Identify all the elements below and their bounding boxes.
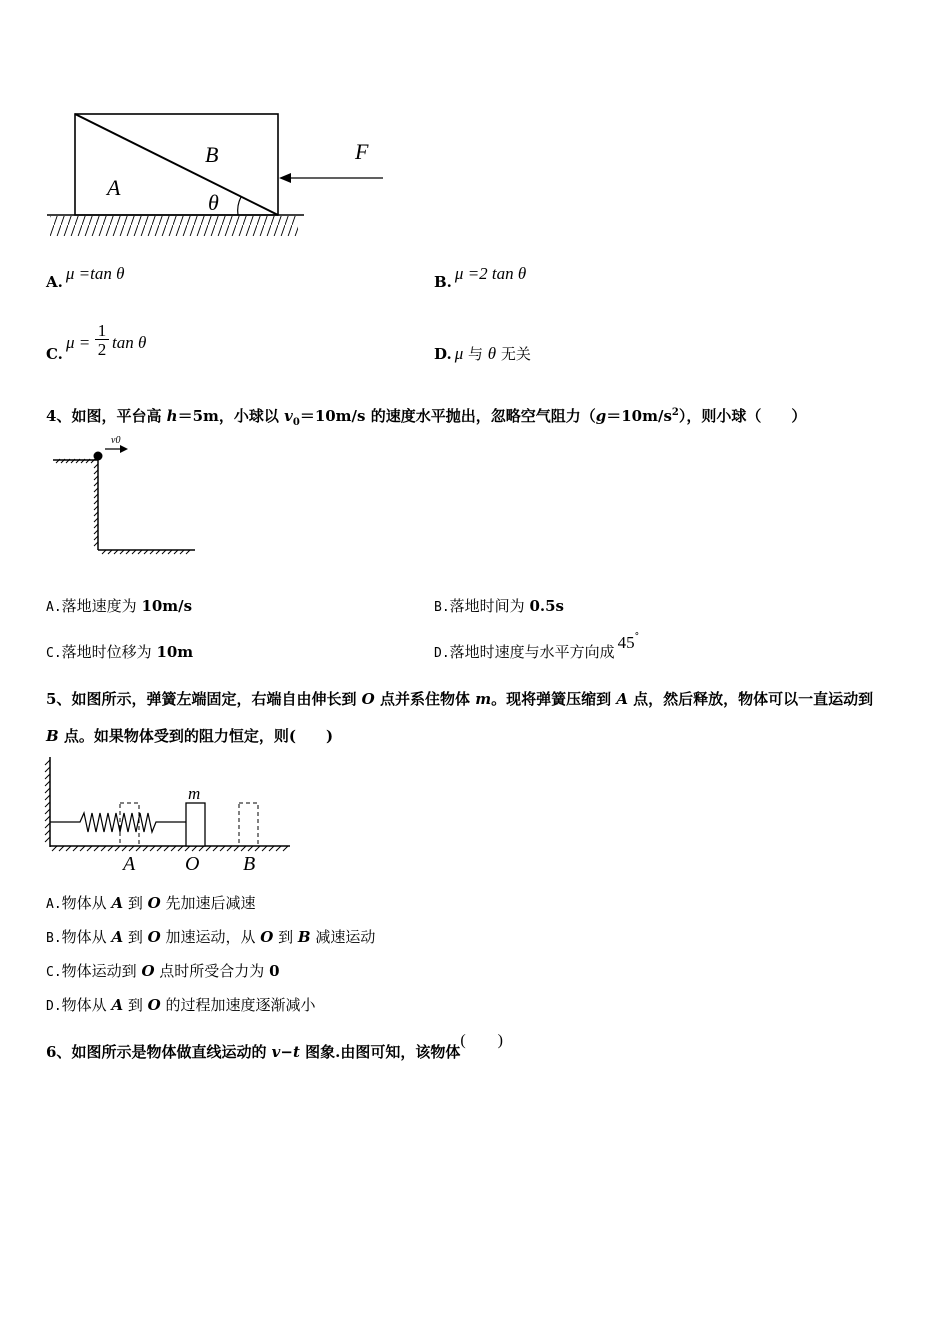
q5-stem-line2 bbox=[46, 726, 333, 746]
option-text: 到 bbox=[123, 996, 148, 1014]
figure-blocks-incline bbox=[40, 105, 400, 245]
var-a: A bbox=[616, 690, 628, 708]
var-m: m bbox=[475, 690, 492, 708]
stem-text: 图象.由图可知，该物体 bbox=[299, 1043, 461, 1061]
fraction bbox=[95, 322, 109, 359]
option-value: 0.5s bbox=[529, 597, 564, 615]
option-letter: A. bbox=[46, 600, 62, 615]
stem-text: 如图，平台高 bbox=[71, 407, 167, 425]
var-v-sub: 0 bbox=[292, 417, 300, 428]
var-o: O bbox=[147, 996, 161, 1014]
var-o: O bbox=[141, 962, 155, 980]
option-letter: D. bbox=[434, 646, 450, 661]
option-letter: C. bbox=[46, 345, 63, 363]
option-text: 的过程加速度逐渐减小 bbox=[160, 996, 316, 1014]
label-f: F bbox=[355, 139, 369, 164]
stem-text: ＝5m，小球以 bbox=[177, 407, 285, 425]
option-letter: D. bbox=[434, 345, 452, 363]
option-lhs: μ = bbox=[66, 333, 91, 352]
q5-option-d[interactable] bbox=[46, 995, 315, 1017]
q3-option-d[interactable] bbox=[434, 344, 531, 364]
option-letter: D. bbox=[46, 999, 62, 1014]
option-angle: 45 bbox=[617, 633, 635, 652]
stem-text: 点，然后释放，物体可以一直运动到 bbox=[627, 690, 874, 708]
fraction-denominator: 2 bbox=[97, 340, 107, 359]
var-a: A bbox=[111, 996, 124, 1014]
option-text: 物体运动到 bbox=[61, 962, 142, 980]
var-a: A bbox=[111, 928, 124, 946]
option-text: 落地速度为 bbox=[61, 597, 142, 615]
q4-option-d[interactable] bbox=[434, 632, 640, 665]
var-o: O bbox=[361, 690, 375, 708]
degree-sign: ° bbox=[634, 632, 640, 642]
figure-platform-projectile bbox=[50, 430, 200, 560]
stem-text: ＝10m/s 的速度水平抛出，忽略空气阻力（ bbox=[299, 407, 596, 425]
option-text: 减速运动 bbox=[310, 928, 376, 946]
squared: 2 bbox=[671, 407, 679, 418]
stem-text: 如图所示，弹簧左端固定，右端自由伸长到 bbox=[71, 690, 362, 708]
position-b-dashed bbox=[239, 803, 258, 846]
option-value: 0 bbox=[269, 962, 280, 980]
label-b: B bbox=[243, 853, 256, 875]
var-vt: v−t bbox=[271, 1043, 300, 1061]
mu-symbol: μ bbox=[454, 344, 464, 363]
q4-option-b[interactable] bbox=[434, 596, 564, 618]
question-number: 6、 bbox=[46, 1043, 72, 1061]
option-letter: A. bbox=[46, 897, 62, 912]
option-text: 到 bbox=[123, 928, 148, 946]
figure-spring-block bbox=[40, 755, 300, 880]
stem-text: 如图所示是物体做直线运动的 bbox=[71, 1043, 272, 1061]
force-arrowhead bbox=[279, 173, 291, 183]
q4-stem bbox=[46, 403, 806, 433]
option-text: 落地时间为 bbox=[449, 597, 530, 615]
option-value: 10m bbox=[156, 643, 194, 661]
option-text: 物体从 bbox=[61, 894, 112, 912]
var-o: O bbox=[147, 928, 161, 946]
option-letter: C. bbox=[46, 646, 62, 661]
label-a: A bbox=[107, 175, 121, 200]
var-v: v bbox=[284, 407, 293, 425]
q4-option-c[interactable] bbox=[46, 642, 193, 664]
q5-option-a[interactable] bbox=[46, 893, 255, 915]
var-h: h bbox=[166, 407, 178, 425]
var-b: B bbox=[46, 727, 59, 745]
stem-text: 点。如果物体受到的阻力恒定，则( ) bbox=[58, 727, 334, 745]
option-value: 10m/s bbox=[141, 597, 193, 615]
label-a: A bbox=[123, 853, 136, 875]
var-o: O bbox=[260, 928, 274, 946]
stem-text: ＝10m/s bbox=[606, 407, 672, 425]
option-letter: A. bbox=[46, 273, 63, 291]
theta-arc bbox=[238, 197, 241, 215]
option-letter: B. bbox=[434, 273, 452, 291]
option-text: 点时所受合力为 bbox=[154, 962, 270, 980]
option-text: 到 bbox=[123, 894, 148, 912]
option-letter: B. bbox=[434, 600, 450, 615]
q3-option-c[interactable] bbox=[46, 321, 147, 363]
q6-stem bbox=[46, 1032, 504, 1063]
ball bbox=[94, 452, 103, 461]
option-text-tail: 无关 bbox=[496, 345, 531, 363]
incline-diagonal bbox=[75, 114, 278, 215]
var-o: O bbox=[147, 894, 161, 912]
q5-option-c[interactable] bbox=[46, 961, 280, 983]
label-b: B bbox=[205, 142, 219, 167]
q3-option-a[interactable] bbox=[46, 264, 125, 291]
label-m: m bbox=[188, 784, 201, 803]
q5-option-b[interactable] bbox=[46, 927, 375, 949]
stem-text: 。现将弹簧压缩到 bbox=[491, 690, 617, 708]
option-text: 先加速后减速 bbox=[160, 894, 256, 912]
question-number: 5、 bbox=[46, 690, 72, 708]
option-letter: B. bbox=[46, 931, 62, 946]
option-expression: μ =tan θ bbox=[65, 264, 125, 283]
spring bbox=[50, 813, 186, 832]
q5-stem-line1 bbox=[46, 689, 873, 709]
q4-option-a[interactable] bbox=[46, 596, 192, 618]
label-o: O bbox=[185, 853, 200, 875]
option-text: 到 bbox=[273, 928, 298, 946]
option-text: 落地时速度与水平方向成 bbox=[449, 643, 615, 661]
q3-option-b[interactable] bbox=[434, 264, 527, 291]
var-b: B bbox=[297, 928, 311, 946]
option-text: 加速运动，从 bbox=[160, 928, 261, 946]
option-text: 物体从 bbox=[61, 996, 112, 1014]
stem-text: 点并系住物体 bbox=[374, 690, 476, 708]
option-text-mid: 与 bbox=[463, 345, 488, 363]
var-g: g bbox=[595, 407, 607, 425]
velocity-arrowhead bbox=[120, 445, 128, 453]
answer-parens: ( ) bbox=[460, 1032, 504, 1049]
block-m bbox=[186, 803, 205, 846]
question-number: 4、 bbox=[46, 407, 72, 425]
option-text: 落地时位移为 bbox=[61, 643, 157, 661]
label-theta: θ bbox=[208, 190, 219, 215]
option-rhs: tan θ bbox=[112, 333, 147, 352]
label-v0: v0 bbox=[111, 435, 121, 446]
option-text: 物体从 bbox=[61, 928, 112, 946]
stem-text: ），则小球（ ） bbox=[678, 407, 807, 425]
option-letter: C. bbox=[46, 965, 62, 980]
option-expression: μ =2 tan θ bbox=[454, 264, 527, 283]
theta-symbol: θ bbox=[487, 344, 497, 363]
ground-hatch bbox=[50, 216, 298, 236]
var-a: A bbox=[111, 894, 124, 912]
fraction-numerator: 1 bbox=[95, 322, 109, 340]
